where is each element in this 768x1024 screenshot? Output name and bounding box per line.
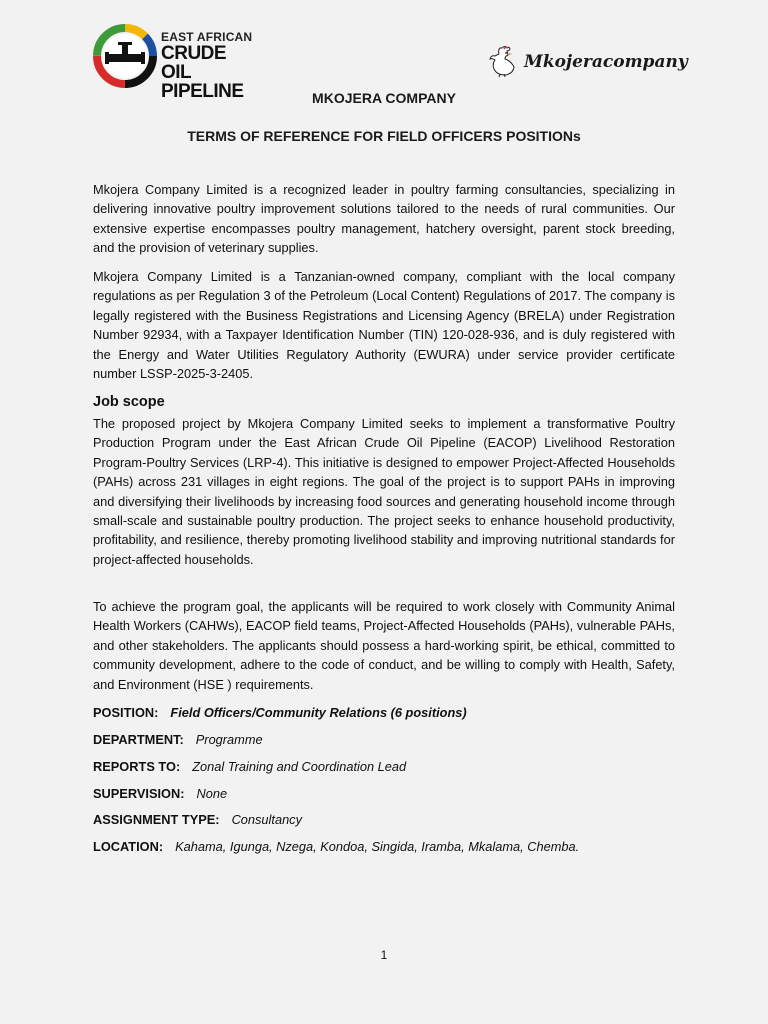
intro-paragraph: Mkojera Company Limited is a recognized leader in poultry farming consultancies, specializing in delivering innovative poultry improvement solutions tailored to the needs of rural communities. Our extensive expertise encompasses poultry management, hatchery oversight, parent stock breeding, and the provision of veterinary supplies. (93, 182, 675, 256)
logo-line-1: EAST AFRICAN (161, 30, 253, 44)
hen-icon (488, 44, 516, 78)
location-value: Kahama, Igunga, Nzega, Kondoa, Singida, Iramba, Mkalama, Chemba. (175, 839, 580, 854)
location-field (93, 839, 579, 854)
eacop-logo (93, 24, 253, 102)
position-field (93, 705, 467, 720)
registration-paragraph: Mkojera Company Limited is a Tanzanian-owned company, compliant with the local company regulations as per Regulation 3 of the Petroleum (Local Content) Regulations of 2017. The company is legally registered with the Business Registrations and Licensing Agency (BRELA) under Registration Number 92934, with a Taxpayer Identification Number (TIN) 120-028-936, and is duly registered with the Energy and Water Utilities Regulatory Authority (EWURA) under service provider certificate number LSSP-2025-3-2405. (93, 269, 675, 382)
reports-to-field (93, 759, 406, 774)
reports-to-label: REPORTS TO: (93, 759, 181, 774)
supervision-label: SUPERVISION: (93, 786, 185, 801)
mkojera-logo (488, 44, 688, 80)
document-title: TERMS OF REFERENCE FOR FIELD OFFICERS POSITIONs (187, 128, 581, 144)
page-number: 1 (380, 948, 388, 962)
job-scope-heading: Job scope (93, 394, 165, 410)
logo-line-3: PIPELINE (161, 81, 244, 102)
position-label: POSITION: (93, 705, 159, 720)
position-value: Field Officers/Community Relations (6 positions) (170, 705, 467, 720)
reports-to-value: Zonal Training and Coordination Lead (192, 759, 407, 774)
company-title: MKOJERA COMPANY (312, 90, 456, 106)
job-scope-paragraph: The proposed project by Mkojera Company Limited seeks to implement a transformative Poultry Production Program under the East African Crude Oil Pipeline (EACOP) Livelihood Restoration Program-Poultry Services (LRP-4). This initiative is designed to empower Project-Affected Households (PAHs) across 231 villages in eight regions. The goal of the project is to support PAHs in improving and diversifying their livelihoods by increasing food sources and generating household income through small-scale and sustainable poultry production. The project seeks to enhance household productivity, profitability, and resilience, thereby promoting livelihood stability and improving nutritional standards for project-affected households. (93, 416, 675, 567)
department-label: DEPARTMENT: (93, 732, 184, 747)
assignment-type-value: Consultancy (231, 812, 302, 827)
mkojera-brand-name: Mkojeracompany (524, 52, 688, 72)
assignment-type-field (93, 812, 302, 827)
eacop-logo-icon (93, 24, 157, 88)
location-label: LOCATION: (93, 839, 164, 854)
requirements-paragraph: To achieve the program goal, the applicants will be required to work closely with Community Animal Health Workers (CAHWs), EACOP field teams, Project-Affected Households (PAHs), vulnerable PAHs, and other stakeholders. The applicants should possess a hard-working spirit, be ethical, committed to community development, adhere to the code of conduct, and be willing to comply with Health, Safety, and Environment (HSE ) requirements. (93, 599, 675, 692)
assignment-type-label: ASSIGNMENT TYPE: (93, 812, 220, 827)
department-field (93, 732, 263, 747)
department-value: Programme (195, 732, 263, 747)
logo-line-2: CRUDE OIL (161, 43, 227, 83)
supervision-field (93, 786, 227, 801)
supervision-value: None (196, 786, 228, 801)
